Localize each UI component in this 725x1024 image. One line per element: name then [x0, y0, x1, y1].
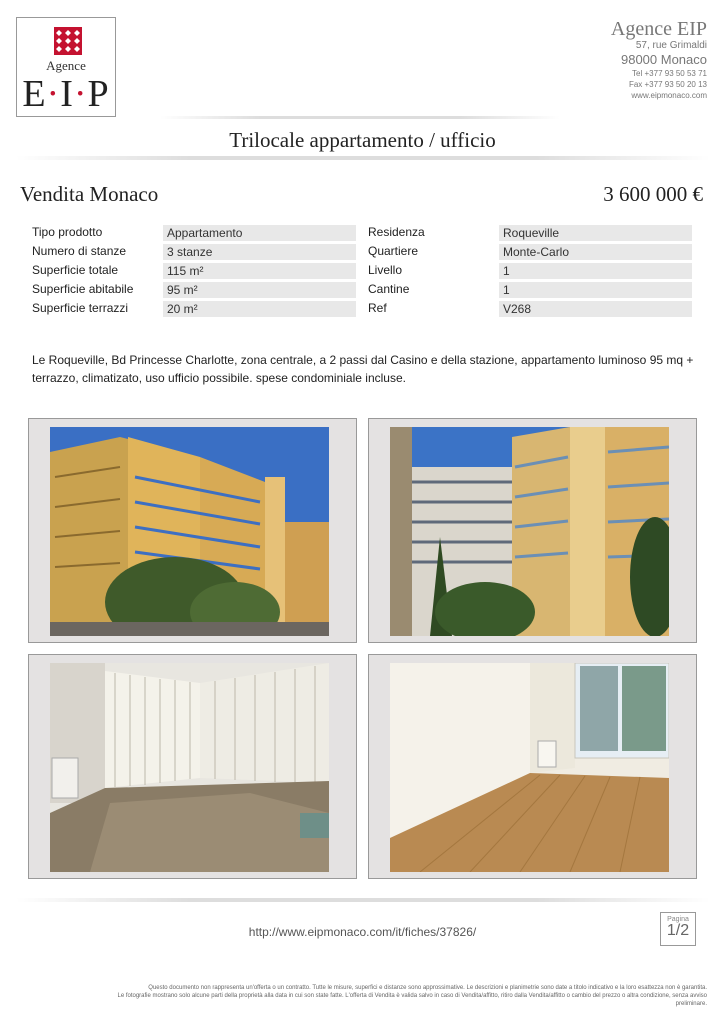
spec-value: 20 m²	[163, 301, 356, 317]
building-photo	[50, 427, 329, 636]
page-indicator	[660, 912, 696, 946]
spec-row	[0, 300, 725, 319]
interior-photo	[50, 663, 329, 872]
logo-diamonds-icon	[54, 27, 82, 55]
spec-value: 1	[499, 263, 692, 279]
spec-value: 95 m²	[163, 282, 356, 298]
spec-row	[0, 262, 725, 281]
agency-name: Agence EIP	[610, 18, 707, 40]
agency-contact	[611, 18, 707, 101]
agency-logo	[16, 17, 116, 117]
spec-label: Ref	[368, 301, 387, 315]
legal-disclaimer	[107, 984, 707, 1008]
spec-label: Superficie totale	[32, 263, 119, 277]
logo-letters: E·I·P	[22, 73, 110, 115]
spec-label: Quartiere	[368, 244, 419, 258]
sale-type: Vendita Monaco	[20, 182, 159, 206]
disclaimer-line: Questo documento non rappresenta un'offerta o un contratto. Tutte le misure, superfici e distanze sono approssimative. Le descrizioni e planimetrie sono date a titolo indicativo e la loro esattezza non è garantita.	[148, 985, 707, 991]
spec-value: Monte-Carlo	[499, 244, 692, 260]
page-label: Pagina	[667, 916, 689, 923]
property-photo[interactable]	[28, 418, 357, 643]
page-number: 1/2	[666, 922, 690, 939]
divider	[16, 156, 710, 160]
agency-fax: Fax +377 93 50 20 13	[628, 80, 707, 89]
spec-value: Appartamento	[163, 225, 356, 241]
spec-value: 1	[499, 282, 692, 298]
property-photo[interactable]	[28, 654, 357, 879]
divider	[16, 898, 710, 902]
page-title: Trilocale appartamento / ufficio	[229, 128, 496, 152]
agency-tel: Tel +377 93 50 53 71	[632, 69, 707, 78]
listing-url[interactable]: http://www.eipmonaco.com/it/fiches/37826/	[248, 925, 477, 939]
spec-label: Livello	[368, 263, 403, 277]
spec-row	[0, 224, 725, 243]
disclaimer-line: Le fotografie mostrano solo alcune parti della proprietà alla data in cui son state fatte. L'offerta di Vendita è valida salvo in caso di Vendita/affitto, ritiro dalla Vendita/affitto o cambio del prezzo o altra condizione, senza avviso preliminare.	[117, 993, 707, 1007]
spec-value: V268	[499, 301, 692, 317]
agency-city: 98000 Monaco	[620, 52, 707, 67]
interior-photo	[390, 663, 669, 872]
spec-label: Superficie terrazzi	[32, 301, 129, 315]
divider	[160, 116, 560, 119]
spec-label: Tipo prodotto	[32, 225, 103, 239]
buildings-photo	[390, 427, 669, 636]
spec-value: Roqueville	[499, 225, 692, 241]
specs-table	[0, 224, 725, 319]
spec-label: Superficie abitabile	[32, 282, 134, 296]
agency-address: 57, rue Grimaldi	[635, 40, 707, 51]
spec-value: 3 stanze	[163, 244, 356, 260]
spec-row	[0, 243, 725, 262]
logo-word: Agence	[46, 58, 86, 73]
spec-row	[0, 281, 725, 300]
agency-website[interactable]: www.eipmonaco.com	[631, 91, 707, 100]
spec-label: Cantine	[368, 282, 410, 296]
price: 3 600 000 €	[603, 182, 703, 206]
property-photo[interactable]	[368, 418, 697, 643]
property-description: Le Roqueville, Bd Princesse Charlotte, zona centrale, a 2 passi dal Casino e della stazione, appartamento luminoso 95 mq + terrazzo, climatizato, uso ufficio possibile. spese condominiale incluse.	[32, 353, 694, 385]
property-photo[interactable]	[368, 654, 697, 879]
spec-label: Numero di stanze	[32, 244, 127, 258]
spec-value: 115 m²	[163, 263, 356, 279]
spec-label: Residenza	[368, 225, 425, 239]
